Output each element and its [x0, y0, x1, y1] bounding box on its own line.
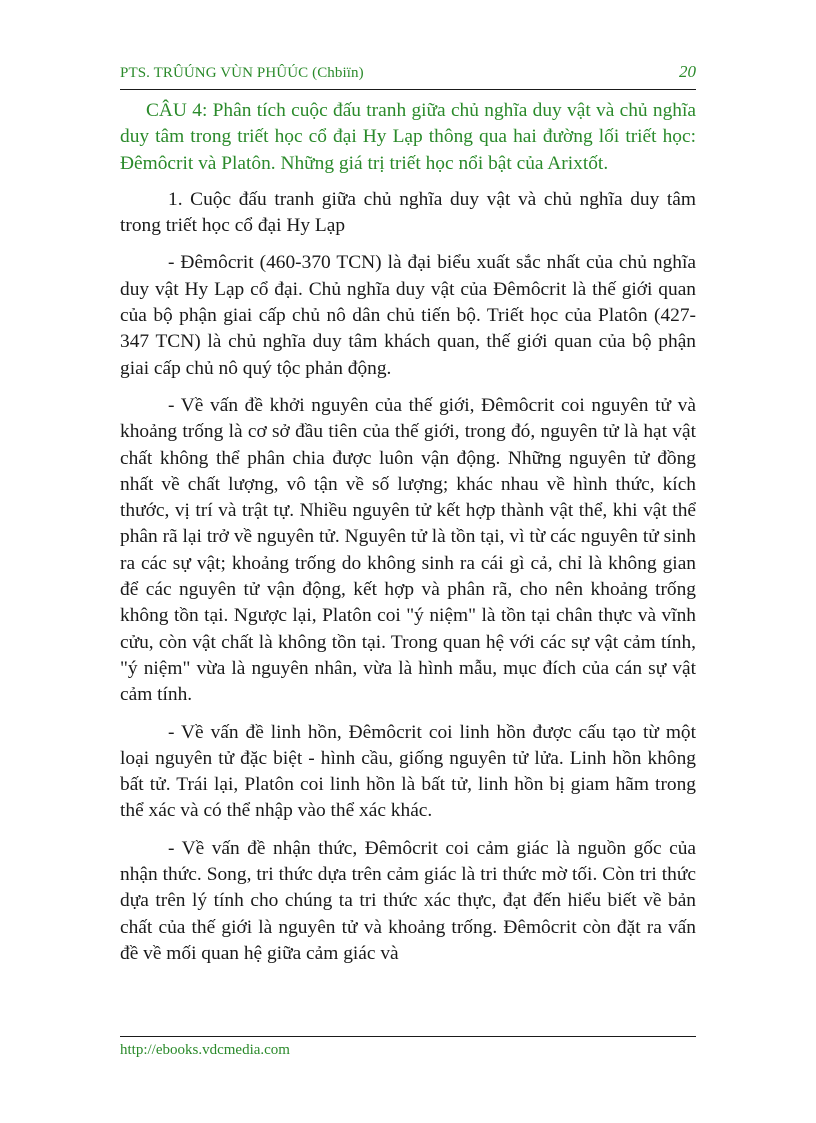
section-heading: 1. Cuộc đấu tranh giữa chủ nghĩa duy vật và chủ nghĩa duy tâm trong triết học cổ đại Hy Lạp — [120, 188, 696, 237]
paragraph: - Về vấn đề nhận thức, Đêmôcrit coi cảm giác là nguồn gốc của nhận thức. Song, tri thức dựa trên cảm giác là tri thức mờ tối. Còn tri thức dựa trên lý tính cho chúng ta tri thức xác thực, đạt đến hiểu biết về bản chất của thế giới là nguyên tử và khoảng trống. Đêmôcrit còn đặt ra vấn đề về mối quan hệ giữa cảm giác và — [120, 837, 696, 964]
book-title: PTS. TRÛÚNG VÙN PHÛÚC (Chbiïn) — [120, 65, 364, 81]
paragraph: - Về vấn đề khởi nguyên của thế giới, Đêmôcrit coi nguyên tử và khoảng trống là cơ sở đầu tiên của thế giới, trong đó, nguyên tử là hạt vật chất không thể phân chia được luôn vận động. Những nguyên tử đồng nhất về chất lượng, vô tận về số lượng; khác nhau về hình thức, kích thước, vị trí và trật tự. Nhiều nguyên tử kết hợp thành vật thể, khi vật thể phân rã lại trở về nguyên tử. Nguyên tử là tồn tại, vì từ các nguyên tử sinh ra các sự vật; khoảng trống do không sinh ra cái gì cả, chỉ là không gian để các nguyên tử vận động, kết hợp và phân rã, cho nên khoảng trống không tồn tại. Ngược lại, Platôn coi "ý niệm" là tồn tại chân thực và vĩnh cửu, còn vật chất là không tồn tại. Trong quan hệ với các sự vật cảm tính, "ý niệm" vừa là nguyên nhân, vừa là hình mẫu, mục đích của cán sự vật cảm tính. — [120, 394, 696, 706]
footer-url[interactable]: http://ebooks.vdcmedia.com — [120, 1042, 290, 1058]
page-number: 20 — [679, 62, 696, 81]
document-page — [120, 0, 696, 1123]
page-header — [120, 62, 696, 86]
paragraph: - Đêmôcrit (460-370 TCN) là đại biểu xuất sắc nhất của chủ nghĩa duy vật Hy Lạp cổ đại. Chủ nghĩa duy vật của Đêmôcrit là thế giới quan của bộ phận giai cấp chủ nô dân chủ tiến bộ. Triết học của Platôn (427-347 TCN) là chủ nghĩa duy tâm khách quan, thế giới quan của bộ phận giai cấp chủ nô quý tộc phản động. — [120, 252, 696, 379]
paragraph: - Về vấn đề linh hồn, Đêmôcrit coi linh hồn được cấu tạo từ một loại nguyên tử đặc biệt - hình cầu, giống nguyên tử lửa. Linh hồn không bất tử. Trái lại, Platôn coi linh hồn là bất tử, linh hồn bị giam hãm trong thể xác và có thể nhập vào thể xác khác. — [120, 721, 696, 822]
body-text — [120, 98, 696, 978]
header-divider — [120, 89, 696, 90]
footer-divider — [120, 1036, 696, 1037]
question-heading: CÂU 4: Phân tích cuộc đấu tranh giữa chủ nghĩa duy vật và chủ nghĩa duy tâm trong triết học cổ đại Hy Lạp thông qua hai đường lối triết học: Đêmôcrit và Platôn. Những giá trị triết học nổi bật của Arixtốt. — [120, 100, 696, 174]
